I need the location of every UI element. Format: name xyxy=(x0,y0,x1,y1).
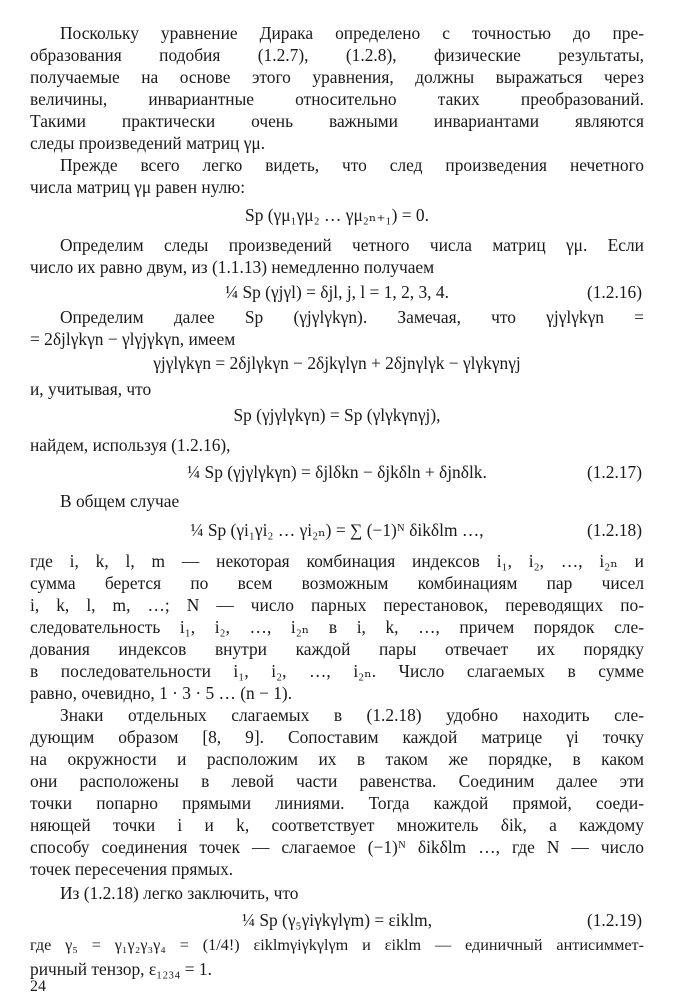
text-line: Определим далее Sp (γjγlγkγn). Замечая, что γjγlγkγn = xyxy=(60,307,644,327)
text-line: дования индексов внутри каждой пары отвечает их порядку xyxy=(30,639,644,659)
page-number: 24 xyxy=(30,978,46,995)
text-line: точки попарно прямыми линиями. Тогда каждой прямой, соеди- xyxy=(30,793,644,813)
equation: ¼ Sp (γ₅γiγkγlγm) = εiklm, xyxy=(241,910,433,930)
equation-row xyxy=(30,460,644,484)
text-line: на окружности и расположим их в таком же порядке, в каком xyxy=(30,749,644,769)
text-line: в последовательности i₁, i₂, …, i₂ₙ. Число слагаемых в сумме xyxy=(30,661,644,681)
equation: Sp (γjγlγkγn) = Sp (γlγkγnγj), xyxy=(233,405,441,425)
text-line: величины, инвариантные относительно таких преобразований. xyxy=(30,89,644,109)
equation-number: (1.2.17) xyxy=(586,462,642,482)
text-line: дующим образом [8, 9]. Сопоставим каждой матрице γi точку xyxy=(30,727,644,747)
text-line: найдем, используя (1.2.16), xyxy=(30,435,231,455)
text-line: точек пересечения прямых. xyxy=(30,859,234,879)
equation-number: (1.2.19) xyxy=(586,910,642,930)
text-line: числа матриц γμ равен нулю: xyxy=(30,177,246,197)
equation-row xyxy=(30,908,644,932)
text-line: няющей точки i и k, соответствует множитель δik, а каждому xyxy=(30,815,644,835)
text-line: где i, k, l, m — некоторая комбинация индексов i₁, i₂, …, i₂ₙ и xyxy=(30,551,644,571)
equation: γjγlγkγn = 2δjlγkγn − 2δjkγlγn + 2δjnγlγk − γlγkγnγj xyxy=(153,353,521,373)
text-line: Поскольку уравнение Дирака определено с точностью до пре- xyxy=(60,23,644,43)
text-line: образования подобия (1.2.7), (1.2.8), физические результаты, xyxy=(30,45,644,65)
text-line: Определим следы произведений четного числа матриц γμ. Если xyxy=(60,235,644,255)
text-line: i, k, l, m, …; N — число парных перестановок, переводящих по- xyxy=(30,595,644,615)
text-line: они расположены в левой части равенства. Соединим далее эти xyxy=(30,771,644,791)
text-line: число их равно двум, из (1.1.13) немедленно получаем xyxy=(30,257,435,277)
equation-row xyxy=(30,518,644,542)
text-line: = 2δjlγkγn − γlγjγkγn, имеем xyxy=(30,329,236,349)
text-line: Из (1.2.18) легко заключить, что xyxy=(60,883,299,903)
equation-row xyxy=(30,280,644,304)
text-line: где γ₅ = γ₁γ₂γ₃γ₄ = (1/4!) εiklmγiγkγlγm и εiklm — единичный антисиммет- xyxy=(30,936,644,954)
equation: ¼ Sp (γjγl) = δjl, j, l = 1, 2, 3, 4. xyxy=(225,282,449,302)
text-line: В общем случае xyxy=(60,491,180,511)
equation-number: (1.2.16) xyxy=(586,282,642,302)
equation-number: (1.2.18) xyxy=(586,520,642,540)
text-line: следы произведений матриц γμ. xyxy=(30,133,266,153)
text-line: Знаки отдельных слагаемых в (1.2.18) удобно находить сле- xyxy=(60,705,644,725)
text-line: сумма берется по всем возможным комбинациям пар чисел xyxy=(30,573,644,593)
text-line: Такими практически очень важными инвариантами являются xyxy=(30,111,644,131)
text-line: и, учитывая, что xyxy=(30,379,152,399)
text-line: способу соединения точек — слагаемое (−1)ᴺ δikδlm …, где N — число xyxy=(30,837,644,857)
text-line: получаемые на основе этого уравнения, должны выражаться через xyxy=(30,67,644,87)
equation: ¼ Sp (γi₁γi₂ … γi₂ₙ) = ∑ (−1)ᴺ δikδlm …, xyxy=(190,520,484,540)
text-line: следовательность i₁, i₂, …, i₂ₙ в i, k, …, причем порядок сле- xyxy=(30,617,644,637)
text-line: ричный тензор, ε₁₂₃₄ = 1. xyxy=(30,959,212,979)
equation: Sp (γμ₁γμ₂ … γμ₂ₙ₊₁) = 0. xyxy=(245,205,429,225)
equation: ¼ Sp (γjγlγkγn) = δjlδkn − δjkδln + δjnδlk. xyxy=(187,462,487,482)
text-line: равно, очевидно, 1 · 3 · 5 … (n − 1). xyxy=(30,683,293,703)
text-line: Прежде всего легко видеть, что след произведения нечетного xyxy=(60,155,644,175)
